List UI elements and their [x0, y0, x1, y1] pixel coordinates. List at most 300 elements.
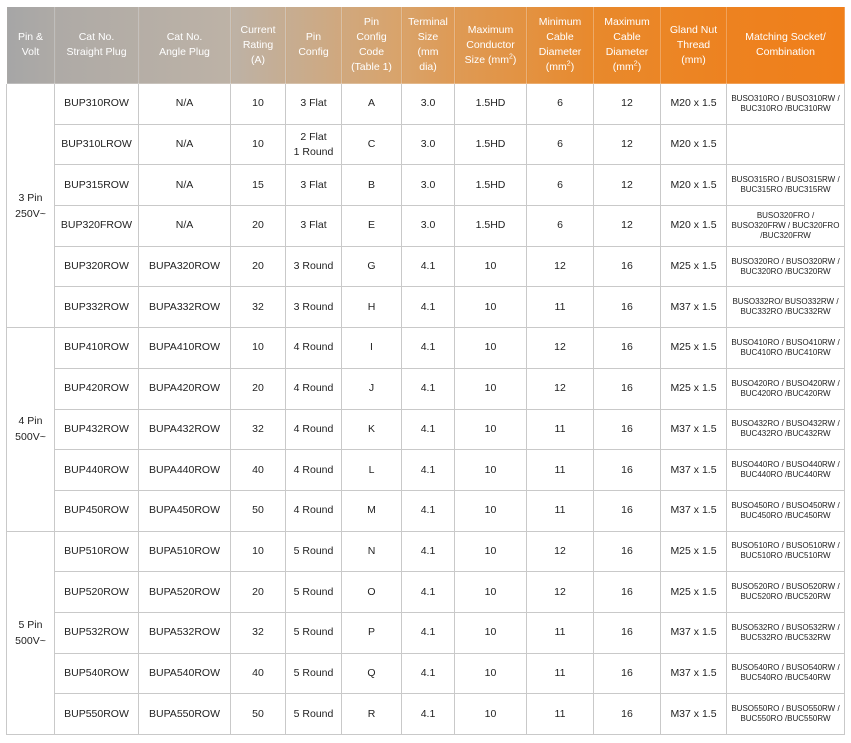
cell-gland — [661, 84, 727, 125]
cell-max-conductor-text: 10 — [484, 422, 497, 435]
header-max-cable-text: Maximum Cable Diameter (mm — [604, 16, 650, 73]
cell-pin-code — [342, 368, 402, 409]
cell-matching — [727, 165, 845, 206]
cell-pin-config-text: 4 Round — [293, 504, 334, 517]
table-row — [7, 206, 845, 247]
cell-max-conductor-text: 10 — [484, 300, 497, 313]
cell-angle-text: BUPA432ROW — [149, 422, 220, 435]
cell-straight-text: BUP532ROW — [64, 626, 129, 639]
cell-angle — [139, 124, 231, 165]
table-row — [7, 450, 845, 491]
cell-max-conductor — [455, 165, 527, 206]
cell-min-cable — [527, 450, 594, 491]
cell-current-text: 20 — [252, 219, 264, 232]
header-cat-straight — [55, 7, 139, 84]
cell-pin-code — [342, 246, 402, 287]
cell-max-cable-text: 16 — [621, 341, 633, 354]
cell-matching-text: BUSO320FRO / BUSO320FRW / BUC320FRO /BUC320FRW — [731, 210, 840, 240]
cell-matching — [727, 287, 845, 328]
cell-pin-code-text: N — [367, 544, 376, 557]
cell-matching-text: BUSO310RO / BUSO310RW / BUC310RO /BUC310RW — [731, 93, 840, 113]
group-label-cell — [7, 328, 55, 531]
header-cat-angle — [139, 7, 231, 84]
cell-angle — [139, 368, 231, 409]
cell-gland-text: M25 x 1.5 — [670, 544, 717, 557]
cell-pin-code-text: L — [368, 463, 375, 476]
cell-max-conductor — [455, 409, 527, 450]
cell-max-cable — [594, 409, 661, 450]
cell-current-text: 50 — [252, 707, 264, 720]
cell-current — [231, 165, 286, 206]
cell-matching-text: BUSO450RO / BUSO450RW / BUC450RO /BUC450RW — [731, 500, 840, 520]
header-min-cable-sup: 2 — [566, 60, 571, 68]
cell-pin-config-text: 2 Flat 1 Round — [293, 130, 334, 158]
cell-angle — [139, 653, 231, 694]
cell-matching-text: BUSO432RO / BUSO432RW / BUC432RO /BUC432RW — [731, 419, 840, 439]
cell-matching — [727, 206, 845, 247]
cell-pin-config-text: 4 Round — [293, 463, 334, 476]
cell-current — [231, 490, 286, 531]
header-max-cable-end: ) — [637, 61, 642, 73]
cell-current — [231, 450, 286, 491]
header-gland — [661, 7, 727, 84]
cell-pin-config — [286, 450, 342, 491]
cell-gland-text: M20 x 1.5 — [670, 97, 717, 110]
cell-pin-config-text: 3 Round — [293, 260, 334, 273]
cell-gland-text: M20 x 1.5 — [670, 138, 717, 151]
table-row — [7, 165, 845, 206]
cell-terminal-text: 3.0 — [420, 138, 436, 151]
cell-gland — [661, 531, 727, 572]
cell-gland — [661, 653, 727, 694]
cell-angle-text: BUPA450ROW — [149, 504, 220, 517]
cell-straight-text: BUP520ROW — [64, 585, 129, 598]
cell-terminal-text: 4.1 — [420, 260, 436, 273]
cell-min-cable-text: 12 — [554, 260, 566, 273]
cell-min-cable-text: 12 — [554, 382, 566, 395]
cell-max-cable-text: 16 — [621, 585, 633, 598]
cell-min-cable-text: 11 — [554, 463, 566, 476]
cell-min-cable — [527, 328, 594, 369]
cell-terminal — [402, 653, 455, 694]
cell-max-cable-text: 16 — [621, 707, 633, 720]
cell-matching — [727, 124, 845, 165]
cell-straight-text: BUP310LROW — [61, 138, 132, 151]
cell-gland — [661, 124, 727, 165]
cell-min-cable-text: 6 — [557, 219, 563, 232]
cell-angle — [139, 490, 231, 531]
header-pin-code — [342, 7, 402, 84]
cell-min-cable — [527, 572, 594, 613]
cell-pin-config — [286, 328, 342, 369]
cell-gland-text: M37 x 1.5 — [670, 666, 717, 679]
cell-pin-code-text: I — [370, 341, 373, 354]
cell-current-text: 10 — [252, 341, 264, 354]
cell-terminal-text: 4.1 — [420, 666, 436, 679]
cell-min-cable-text: 11 — [554, 707, 566, 720]
cell-pin-config-text: 5 Round — [293, 707, 334, 720]
cell-pin-config-text: 4 Round — [293, 422, 334, 435]
header-max-conductor-end: ) — [512, 53, 517, 66]
cell-straight-text: BUP450ROW — [64, 504, 129, 517]
cell-angle — [139, 84, 231, 125]
cell-gland — [661, 450, 727, 491]
cell-current-text: 32 — [252, 422, 264, 435]
cell-gland-text: M25 x 1.5 — [670, 260, 717, 273]
cell-pin-code — [342, 572, 402, 613]
cell-max-conductor — [455, 246, 527, 287]
cell-terminal-text: 3.0 — [420, 97, 436, 110]
cell-angle — [139, 287, 231, 328]
cell-angle — [139, 694, 231, 735]
table-row — [7, 368, 845, 409]
cell-gland-text: M25 x 1.5 — [670, 382, 717, 395]
cell-terminal-text: 4.1 — [420, 585, 436, 598]
cell-pin-code-text: E — [367, 219, 375, 232]
cell-pin-code — [342, 124, 402, 165]
header-matching — [727, 7, 845, 84]
cell-gland-text: M37 x 1.5 — [670, 626, 717, 639]
cell-straight — [55, 612, 139, 653]
cell-terminal-text: 4.1 — [420, 504, 436, 517]
cell-terminal-text: 3.0 — [420, 219, 436, 232]
cell-pin-code-text: C — [367, 138, 376, 151]
cell-angle-text: N/A — [175, 97, 194, 110]
cell-terminal — [402, 328, 455, 369]
cell-pin-code — [342, 84, 402, 125]
cell-angle-text: N/A — [175, 138, 194, 151]
cell-gland-text: M20 x 1.5 — [670, 219, 717, 232]
cell-straight-text: BUP432ROW — [64, 422, 129, 435]
cell-pin-code — [342, 653, 402, 694]
cell-max-cable — [594, 165, 661, 206]
cell-max-cable-text: 16 — [621, 300, 633, 313]
cell-matching — [727, 328, 845, 369]
cell-pin-code-text: M — [367, 504, 376, 517]
table-row — [7, 84, 845, 125]
cell-straight-text: BUP332ROW — [64, 300, 129, 313]
cell-current-text: 20 — [252, 382, 264, 395]
header-max-conductor — [455, 7, 527, 84]
cell-max-conductor-text: 1.5HD — [475, 138, 506, 151]
cell-max-cable — [594, 653, 661, 694]
cell-pin-config-text: 3 Flat — [300, 97, 327, 110]
cell-matching-text: BUSO410RO / BUSO410RW / BUC410RO /BUC410RW — [731, 337, 840, 357]
cell-max-conductor — [455, 124, 527, 165]
cell-max-conductor — [455, 287, 527, 328]
cell-min-cable — [527, 531, 594, 572]
cell-straight — [55, 246, 139, 287]
cell-angle-text: BUPA320ROW — [149, 260, 220, 273]
header-min-cable — [527, 7, 594, 84]
header-row — [7, 7, 845, 84]
cell-matching — [727, 450, 845, 491]
cell-max-cable — [594, 84, 661, 125]
cell-terminal — [402, 409, 455, 450]
cell-max-cable-text: 12 — [621, 178, 633, 191]
cell-straight — [55, 287, 139, 328]
cell-max-conductor-text: 1.5HD — [475, 97, 506, 110]
header-cat-angle-text: Cat No. Angle Plug — [159, 31, 210, 58]
table-row — [7, 612, 845, 653]
cell-max-cable — [594, 694, 661, 735]
cell-straight-text: BUP540ROW — [64, 666, 129, 679]
cell-pin-config — [286, 165, 342, 206]
cell-terminal-text: 4.1 — [420, 707, 436, 720]
cell-max-conductor-text: 10 — [484, 504, 497, 517]
cell-gland-text: M25 x 1.5 — [670, 341, 717, 354]
cell-matching — [727, 368, 845, 409]
cell-pin-config — [286, 490, 342, 531]
table-row — [7, 328, 845, 369]
cell-pin-config — [286, 572, 342, 613]
cell-max-cable-text: 16 — [621, 504, 633, 517]
cell-max-conductor — [455, 368, 527, 409]
cell-pin-config-text: 5 Round — [293, 666, 334, 679]
cell-gland — [661, 328, 727, 369]
cell-terminal-text: 4.1 — [420, 422, 436, 435]
cell-angle-text: BUPA520ROW — [149, 585, 220, 598]
cell-straight — [55, 531, 139, 572]
cell-min-cable — [527, 287, 594, 328]
cell-max-cable-text: 16 — [621, 626, 633, 639]
cell-pin-config — [286, 287, 342, 328]
cell-max-conductor — [455, 531, 527, 572]
cell-pin-config-text: 5 Round — [293, 544, 334, 557]
cell-max-conductor-text: 10 — [484, 463, 497, 476]
group-label-cell — [7, 531, 55, 734]
cell-current — [231, 368, 286, 409]
cell-gland-text: M37 x 1.5 — [670, 707, 717, 720]
cell-angle-text: BUPA332ROW — [149, 300, 220, 313]
cell-matching-text: BUSO440RO / BUSO440RW / BUC440RO /BUC440RW — [731, 460, 840, 480]
header-max-cable-sup: 2 — [633, 60, 638, 68]
cell-max-cable — [594, 246, 661, 287]
cell-pin-code-text: A — [367, 97, 375, 110]
cell-gland-text: M20 x 1.5 — [670, 178, 717, 191]
header-pin-config — [286, 7, 342, 84]
cell-pin-code-text: K — [367, 422, 375, 435]
cell-terminal — [402, 124, 455, 165]
cell-straight — [55, 124, 139, 165]
cell-max-conductor — [455, 84, 527, 125]
cell-matching — [727, 490, 845, 531]
cell-current — [231, 694, 286, 735]
cell-gland-text: M37 x 1.5 — [670, 504, 717, 517]
cell-terminal-text: 3.0 — [420, 178, 436, 191]
header-max-cable — [594, 7, 661, 84]
cell-pin-config — [286, 612, 342, 653]
cell-current-text: 40 — [252, 463, 264, 476]
header-matching-text: Matching Socket/ Combination — [745, 31, 826, 58]
cell-pin-config — [286, 368, 342, 409]
cell-current-text: 20 — [252, 260, 264, 273]
cell-matching — [727, 531, 845, 572]
cell-terminal — [402, 450, 455, 491]
table-row — [7, 409, 845, 450]
header-cat-straight-text: Cat No. Straight Plug — [66, 31, 127, 58]
cell-current-text: 32 — [252, 300, 264, 313]
cell-matching — [727, 246, 845, 287]
header-gland-text: Gland Nut Thread (mm) — [669, 23, 718, 66]
cell-pin-config-text: 4 Round — [293, 382, 334, 395]
header-min-cable-text: Minimum Cable Diameter (mm — [538, 16, 582, 73]
cell-matching — [727, 694, 845, 735]
header-terminal — [402, 7, 455, 84]
cell-angle-text: BUPA440ROW — [149, 463, 220, 476]
cell-current-text: 10 — [252, 544, 264, 557]
cell-current-text: 10 — [252, 97, 264, 110]
cell-current — [231, 572, 286, 613]
cell-straight — [55, 572, 139, 613]
cell-min-cable — [527, 84, 594, 125]
cell-current — [231, 653, 286, 694]
cell-min-cable — [527, 612, 594, 653]
cell-max-cable — [594, 572, 661, 613]
cell-pin-config — [286, 206, 342, 247]
cell-terminal — [402, 165, 455, 206]
cell-angle-text: BUPA550ROW — [149, 707, 220, 720]
cell-angle-text: N/A — [175, 219, 194, 232]
cell-angle — [139, 206, 231, 247]
cell-pin-code — [342, 490, 402, 531]
cell-current-text: 10 — [252, 138, 264, 151]
cell-straight — [55, 653, 139, 694]
cell-pin-config-text: 5 Round — [293, 585, 334, 598]
cell-min-cable-text: 6 — [557, 138, 563, 151]
table-row — [7, 124, 845, 165]
cell-straight — [55, 206, 139, 247]
cell-pin-config — [286, 84, 342, 125]
cell-matching-text: BUSO320RO / BUSO320RW / BUC320RO /BUC320RW — [731, 256, 840, 276]
cell-straight-text: BUP420ROW — [64, 382, 129, 395]
cell-current-text: 32 — [252, 626, 264, 639]
cell-max-conductor-text: 1.5HD — [475, 178, 506, 191]
cell-gland-text: M37 x 1.5 — [670, 300, 717, 313]
cell-straight-text: BUP320ROW — [64, 260, 129, 273]
group-label-cell — [7, 84, 55, 328]
cell-current-text: 50 — [252, 504, 264, 517]
cell-matching-text: BUSO332RO/ BUSO332RW / BUC332RO /BUC332RW — [732, 297, 839, 317]
cell-pin-code-text: Q — [367, 666, 376, 679]
cell-angle — [139, 572, 231, 613]
cell-max-cable — [594, 368, 661, 409]
cell-min-cable-text: 11 — [554, 666, 566, 679]
table-row — [7, 653, 845, 694]
cell-pin-code — [342, 165, 402, 206]
cell-gland — [661, 246, 727, 287]
cell-angle — [139, 409, 231, 450]
cell-gland-text: M37 x 1.5 — [670, 422, 717, 435]
cell-matching-text: BUSO550RO / BUSO550RW / BUC550RO /BUC550RW — [731, 704, 840, 724]
cell-min-cable-text: 11 — [554, 626, 566, 639]
cell-terminal-text: 4.1 — [420, 626, 436, 639]
cell-terminal-text: 4.1 — [420, 544, 436, 557]
cell-straight-text: BUP310ROW — [64, 97, 129, 110]
cell-max-cable — [594, 490, 661, 531]
cell-gland-text: M37 x 1.5 — [670, 463, 717, 476]
cell-pin-code — [342, 206, 402, 247]
cell-min-cable — [527, 246, 594, 287]
cell-terminal-text: 4.1 — [420, 300, 436, 313]
cell-angle-text: N/A — [175, 178, 194, 191]
cell-max-conductor — [455, 450, 527, 491]
cell-max-cable-text: 12 — [621, 97, 633, 110]
table-row — [7, 490, 845, 531]
cell-current — [231, 531, 286, 572]
cell-current — [231, 409, 286, 450]
cell-angle — [139, 612, 231, 653]
header-max-conductor-sup: 2 — [508, 53, 513, 60]
cell-terminal — [402, 206, 455, 247]
cell-min-cable-text: 12 — [554, 544, 566, 557]
cell-pin-config — [286, 694, 342, 735]
cell-straight-text: BUP510ROW — [64, 544, 129, 557]
cell-pin-config — [286, 409, 342, 450]
cell-straight-text: BUP550ROW — [64, 707, 129, 720]
cell-terminal — [402, 246, 455, 287]
cell-current-text: 40 — [252, 666, 264, 679]
cell-current-text: 20 — [252, 585, 264, 598]
cell-pin-code-text: P — [367, 626, 375, 639]
table-row — [7, 246, 845, 287]
cell-matching — [727, 84, 845, 125]
cell-max-conductor — [455, 490, 527, 531]
cell-pin-code-text: J — [368, 382, 375, 395]
cell-max-conductor — [455, 612, 527, 653]
cell-matching-text: BUSO532RO / BUSO532RW / BUC532RO /BUC532RW — [731, 622, 840, 642]
cell-max-cable-text: 16 — [621, 463, 633, 476]
cell-straight — [55, 694, 139, 735]
cell-angle — [139, 531, 231, 572]
cell-min-cable-text: 6 — [557, 97, 563, 110]
table-body — [7, 84, 845, 735]
cell-angle-text: BUPA420ROW — [149, 382, 220, 395]
cell-straight-text: BUP315ROW — [64, 178, 129, 191]
cell-angle-text: BUPA410ROW — [149, 341, 220, 354]
cell-matching-text: BUSO540RO / BUSO540RW / BUC540RO /BUC540RW — [731, 663, 840, 683]
cell-max-cable — [594, 206, 661, 247]
cell-angle — [139, 450, 231, 491]
cell-pin-config — [286, 246, 342, 287]
cell-max-conductor-text: 10 — [484, 544, 497, 557]
table-row — [7, 694, 845, 735]
cell-min-cable-text: 12 — [554, 585, 566, 598]
cell-current — [231, 84, 286, 125]
cell-pin-config-text: 4 Round — [293, 341, 334, 354]
cell-pin-config-text: 3 Flat — [300, 219, 327, 232]
cell-angle-text: BUPA540ROW — [149, 666, 220, 679]
cell-straight — [55, 328, 139, 369]
table-row — [7, 531, 845, 572]
cell-matching — [727, 612, 845, 653]
cell-terminal — [402, 84, 455, 125]
cell-pin-code — [342, 694, 402, 735]
cell-pin-code — [342, 287, 402, 328]
cell-max-cable-text: 16 — [621, 666, 633, 679]
header-min-cable-end: ) — [570, 61, 575, 73]
cell-current-text: 15 — [252, 178, 264, 191]
cell-terminal — [402, 287, 455, 328]
cell-current — [231, 124, 286, 165]
cell-straight-text: BUP440ROW — [64, 463, 129, 476]
header-pin-config-text: Pin Config — [298, 31, 329, 58]
cell-terminal — [402, 490, 455, 531]
header-current-text: Current Rating (A) — [240, 23, 276, 66]
cell-min-cable-text: 12 — [554, 341, 566, 354]
cell-straight — [55, 165, 139, 206]
cell-current — [231, 612, 286, 653]
